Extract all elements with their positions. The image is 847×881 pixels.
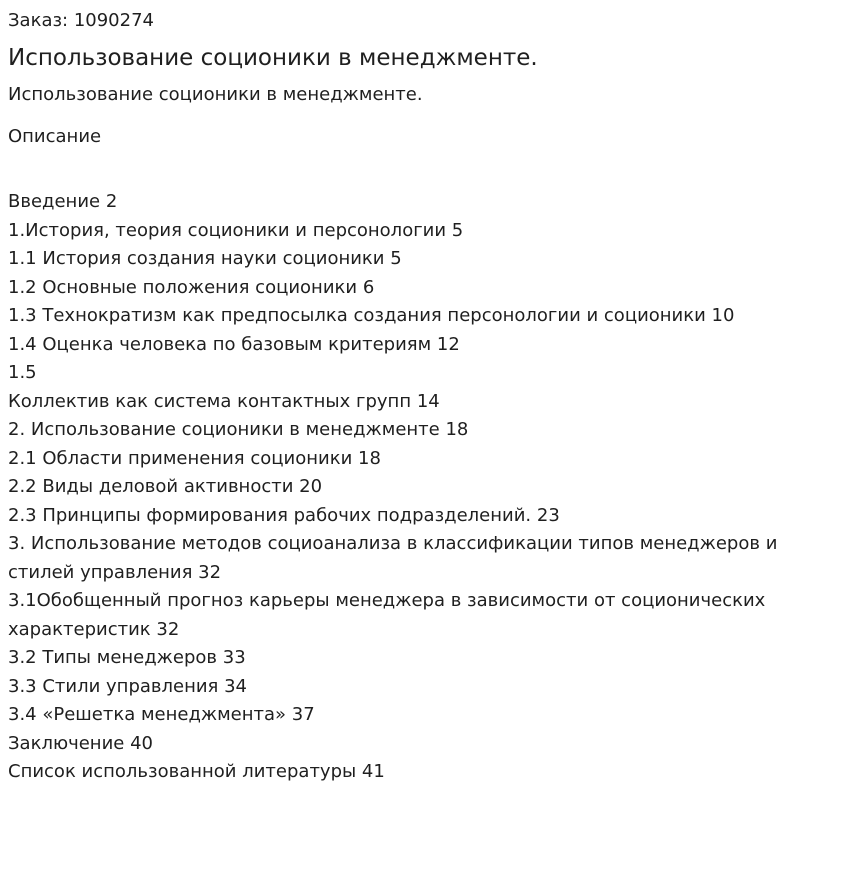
page-title: Использование соционики в менеджменте. — [8, 45, 538, 71]
toc-item: 3.2 Типы менеджеров 33 — [8, 647, 246, 668]
toc-item: 1.История, теория соционики и персонологии 5 — [8, 219, 464, 241]
order-number: Заказ: 1090274 — [8, 10, 154, 31]
page-subtitle: Использование соционики в менеджменте. — [8, 84, 423, 105]
toc-item: Введение 2 — [8, 191, 118, 212]
toc-item: 1.2 Основные положения соционики 6 — [8, 276, 375, 298]
toc-item: 1.5 — [8, 362, 37, 383]
toc-item: 1.1 История создания науки соционики 5 — [8, 248, 402, 269]
description-heading: Описание — [8, 126, 102, 147]
toc-item: 2.2 Виды деловой активности 20 — [8, 476, 323, 497]
toc-item: Заключение 40 — [8, 732, 153, 754]
toc-item: 2.3 Принципы формирования рабочих подразделений. 23 — [8, 504, 560, 526]
toc-item: 1.4 Оценка человека по базовым критериям 12 — [8, 333, 460, 355]
table-of-contents — [8, 188, 839, 787]
toc-item: 3. Использование методов социоанализа в классификации типов менеджеров и стилей управления 32 — [8, 533, 778, 583]
toc-item: 3.1Обобщенный прогноз карьеры менеджера в зависимости от соционических характеристик 32 — [8, 590, 766, 640]
toc-item: 2.1 Области применения соционики 18 — [8, 447, 381, 469]
toc-item: 3.4 «Решетка менеджмента» 37 — [8, 704, 315, 725]
toc-item: Коллектив как система контактных групп 14 — [8, 390, 440, 412]
toc-item: 1.3 Технократизм как предпосылка создания персонологии и соционики 10 — [8, 305, 735, 326]
toc-item: Список использованной литературы 41 — [8, 761, 385, 782]
toc-item: 2. Использование соционики в менеджменте 18 — [8, 419, 469, 440]
toc-item: 3.3 Стили управления 34 — [8, 675, 248, 697]
